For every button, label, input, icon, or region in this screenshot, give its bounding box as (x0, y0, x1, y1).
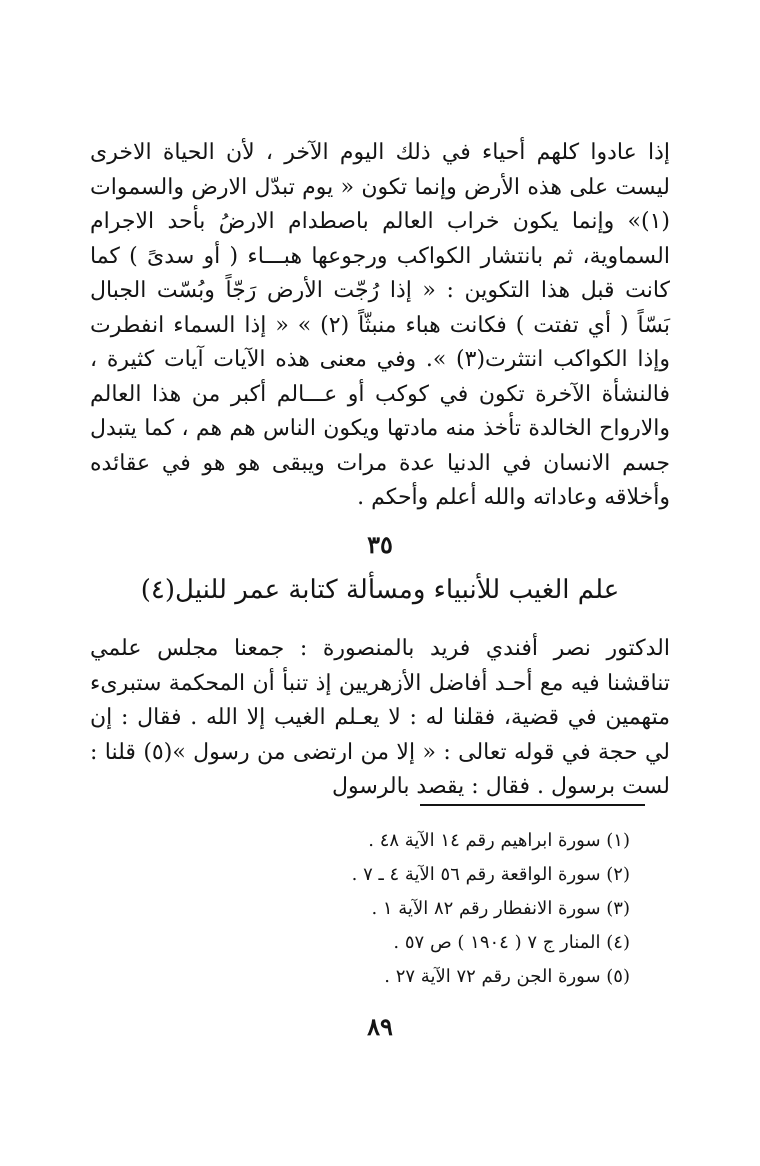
footnotes-list (230, 824, 630, 994)
section-number: ٣٥ (367, 530, 393, 559)
section-title: علم الغيب للأنبياء ومسألة كتابة عمر للنيل(٤) (140, 575, 620, 605)
footnote-4: (٤) المنار ج ٧ ( ١٩٠٤ ) ص ٥٧ . (393, 932, 630, 953)
page-number: ٨٩ (367, 1012, 393, 1041)
footnote-3: (٣) سورة الانفطار رقم ٨٢ الآية ١ . (371, 898, 630, 919)
footnote-5: (٥) سورة الجن رقم ٧٢ الآية ٢٧ . (384, 966, 630, 987)
body-paragraph-1: إذا عادوا كلهم أحياء في ذلك اليوم الآخر ، لأن الحياة الاخرى ليست على هذه الأرض وإنما تكون « يوم تبدّل الارض والسموات (١)» وإنما يكون خراب العالم باصطدام الارضُ بأحد الاجرام السماوية، ثم بانتشار الكواكب ورجوعها هبـــاء ( أو سدىً ) كما كانت قبل هذا التكوين : « إذا رُجّت الأرض رَجّاً وبُسّت الجبال بَسّاً ( أي تفتت ) فكانت هباء منبثّاً (٢) » « إذا السماء انفطرت وإذا الكواكب انتثرت(٣) ». وفي معنى هذه الآيات آيات كثيرة ، فالنشأة الآخرة تكون في كوكب أو عـــالم أكبر من هذا العالم والارواح الخالدة تأخذ منه مادتها ويكون الناس هم هم ، كما يتبدل جسم الانسان في الدنيا عدة مرات ويبقى هو هو في عقائده وأخلاقه وعاداته والله أعلم وأحكم . (90, 140, 670, 510)
footnote-2: (٢) سورة الواقعة رقم ٥٦ الآية ٤ ـ ٧ . (351, 864, 630, 885)
body-paragraph-2: الدكتور نصر أفندي فريد بالمنصورة : جمعنا مجلس علمي تناقشنا فيه مع أحـد أفاضل الأزهريين إذ تنبأ أن المحكمة ستبرىء متهمين في قضية، فقلنا له : لا يعـلم الغيب إلا الله . فقال : إن لي حجة في قوله تعالى : « إلا من ارتضى من رسول »(٥) قلنا : لست برسول . فقال : يقصد بالرسول (90, 636, 670, 799)
footnote-1: (١) سورة ابراهيم رقم ١٤ الآية ٤٨ . (368, 830, 630, 851)
footnote-divider (420, 804, 645, 806)
